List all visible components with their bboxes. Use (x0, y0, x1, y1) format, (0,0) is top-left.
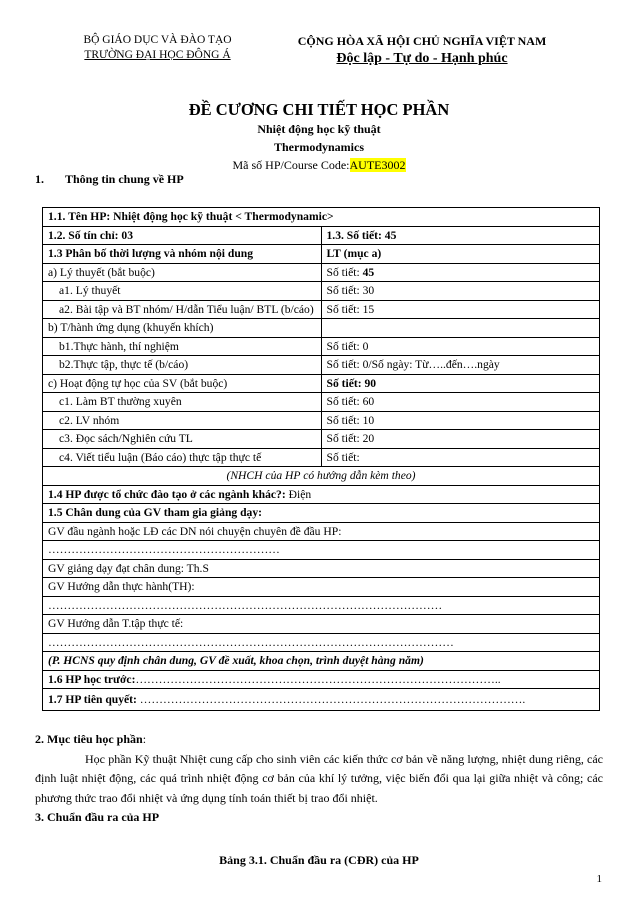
lead-lecturer-blank-cell: …………………………………………………… (43, 541, 600, 560)
prerequisites-value: ………………………………………………………………………………………. (136, 693, 526, 706)
ministry-name: BỘ GIÁO DỤC VÀ ĐÀO TẠO (83, 34, 232, 46)
section-2-title: 2. Mục tiêu học phần (35, 732, 143, 746)
section-2-colon: : (142, 732, 147, 746)
periods-cell: 1.3. Số tiết: 45 (321, 226, 600, 245)
table-row (43, 430, 600, 449)
self-study-c3-value-cell: Số tiết: 20 (321, 430, 600, 449)
hr-note-cell: (P. HCNS quy định chân dung, GV đề xuất, khoa chọn, trình duyệt hàng năm) (43, 652, 600, 671)
table-row (43, 615, 600, 634)
table-row (43, 689, 600, 711)
theory-a1-value-cell: Số tiết: 30 (321, 282, 600, 301)
course-code-value: AUTE3002 (349, 158, 406, 172)
practice-value-cell (321, 319, 600, 338)
table-caption: Bảng 3.1. Chuẩn đầu ra (CĐR) của HP (219, 853, 419, 867)
section-2 (35, 730, 603, 828)
lecturer-profile-heading-cell: 1.5 Chân dung của GV tham gia giảng dạy: (43, 504, 600, 523)
table-row (43, 633, 600, 652)
self-study-c4-value-cell: Số tiết: (321, 448, 600, 467)
table-row (43, 300, 600, 319)
table-row (43, 541, 600, 560)
subject-name-vi: Nhiệt động học kỹ thuật (257, 122, 381, 136)
self-study-c4-label-cell: c4. Viết tiểu luận (Báo cáo) thực tập thực tế (43, 448, 322, 467)
course-info-table (42, 207, 600, 711)
table-row (43, 596, 600, 615)
prerequisites-cell (43, 689, 600, 711)
distribution-value-cell: LT (mục a) (321, 245, 600, 264)
subject-name-en: Thermodynamics (274, 140, 364, 154)
practice-instructor-label-cell: GV Hướng dẫn thực hành(TH): (43, 578, 600, 597)
self-study-c1-value-cell: Số tiết: 60 (321, 393, 600, 412)
page-number: 1 (596, 873, 602, 885)
table-row (43, 226, 600, 245)
table-row (43, 374, 600, 393)
table-row (43, 282, 600, 301)
section-1-heading (35, 172, 184, 187)
self-study-c2-value-cell: Số tiết: 10 (321, 411, 600, 430)
theory-label-cell: a) Lý thuyết (bắt buộc) (43, 263, 322, 282)
table-row (43, 245, 600, 264)
table-row (43, 319, 600, 338)
course-code-label: Mã số HP/Course Code: (232, 158, 350, 172)
course-name-cell: 1.1. Tên HP: Nhiệt động học kỹ thuật < Thermodynamic> (43, 208, 600, 227)
table-row (43, 504, 600, 523)
self-study-c3-label-cell: c3. Đọc sách/Nghiên cứu TL (43, 430, 322, 449)
theory-a2-label-cell: a2. Bài tập và BT nhóm/ H/dẫn Tiểu luận/ BTL (b/cáo) (43, 300, 322, 319)
prior-courses-label: 1.6 HP học trước: (48, 672, 136, 686)
question-bank-note-cell: (NHCH của HP có hướng dẫn kèm theo) (43, 467, 600, 486)
theory-periods-label: Số tiết: (326, 265, 363, 279)
table-row (43, 467, 600, 486)
prior-courses-value: ………………………………………………………………………………….. (135, 672, 501, 686)
table-row (43, 448, 600, 467)
lead-lecturer-label-cell: GV đầu ngành hoặc LĐ các DN nói chuyện chuyên đề đầu HP: (43, 522, 600, 541)
distribution-label-cell: 1.3 Phân bố thời lượng và nhóm nội dung (43, 245, 322, 264)
section-1-title: Thông tin chung về HP (65, 172, 184, 186)
practice-instructor-blank-cell: ………………………………………………………………………………………… (43, 596, 600, 615)
ministry-header (50, 33, 265, 63)
theory-a1-label-cell: a1. Lý thuyết (43, 282, 322, 301)
practice-b2-label-cell: b2.Thực tập, thực tế (b/cáo) (43, 356, 322, 375)
practice-b1-label-cell: b1.Thực hành, thí nghiệm (43, 337, 322, 356)
self-study-c1-label-cell: c1. Làm BT thường xuyên (43, 393, 322, 412)
theory-value-cell (321, 263, 600, 282)
title-block (0, 100, 638, 174)
table-row (43, 356, 600, 375)
practice-b1-value-cell: Số tiết: 0 (321, 337, 600, 356)
prerequisites-label: 1.7 HP tiên quyết: (48, 693, 137, 706)
table-row (43, 559, 600, 578)
university-name: TRƯỜNG ĐẠI HỌC ĐÔNG Á (84, 49, 231, 61)
practice-label-cell: b) T/hành ứng dụng (khuyến khích) (43, 319, 322, 338)
section-2-body: Học phần Kỹ thuật Nhiệt cung cấp cho sinh viên các kiến thức cơ bản về năng lượng, nhiệt dung riêng, các định luật nhiệt động, các quá trình nhiệt động cơ bản của khí lý tưởng, việc biến đổi qua lại giữa nhiệt và công; các phương thức trao đổi nhiệt và ứng dụng tính toán thiết bị trao đổi nhiệt. (35, 751, 603, 805)
section-3-title: 3. Chuẩn đầu ra của HP (35, 810, 160, 824)
self-study-c2-label-cell: c2. LV nhóm (43, 411, 322, 430)
section-2-heading (35, 730, 603, 750)
national-header (272, 33, 572, 67)
national-motto: Độc lập - Tự do - Hạnh phúc (336, 51, 508, 66)
table-row (43, 670, 600, 689)
teaching-lecturer-cell: GV giảng dạy đạt chân dung: Th.S (43, 559, 600, 578)
practice-b2-value-cell: Số tiết: 0/Số ngày: Từ…..đến….ngày (321, 356, 600, 375)
internship-instructor-blank-cell: …………………………………………………………………………………………… (43, 633, 600, 652)
internship-instructor-label-cell: GV Hướng dẫn T.tập thực tế: (43, 615, 600, 634)
document-title: ĐỀ CƯƠNG CHI TIẾT HỌC PHẦN (188, 100, 450, 119)
table-row (43, 337, 600, 356)
section-1-number: 1. (35, 172, 44, 186)
self-study-value-cell: Số tiết: 90 (321, 374, 600, 393)
table-row (43, 522, 600, 541)
other-majors-label: 1.4 HP được tổ chức đào tạo ở các ngành khác?: (48, 487, 289, 501)
other-majors-cell (43, 485, 600, 504)
theory-periods-value: 45 (362, 265, 375, 279)
table-row (43, 411, 600, 430)
other-majors-value: Điện (288, 487, 312, 501)
table-row (43, 263, 600, 282)
prior-courses-cell (43, 670, 600, 689)
table-row (43, 485, 600, 504)
table-row (43, 578, 600, 597)
table-row (43, 393, 600, 412)
table-row (43, 652, 600, 671)
country-name: CỘNG HÒA XÃ HỘI CHỦ NGHĨA VIỆT NAM (297, 34, 547, 48)
theory-a2-value-cell: Số tiết: 15 (321, 300, 600, 319)
self-study-label-cell: c) Hoạt động tự học của SV (bắt buộc) (43, 374, 322, 393)
credits-cell: 1.2. Số tín chỉ: 03 (43, 226, 322, 245)
table-row (43, 208, 600, 227)
